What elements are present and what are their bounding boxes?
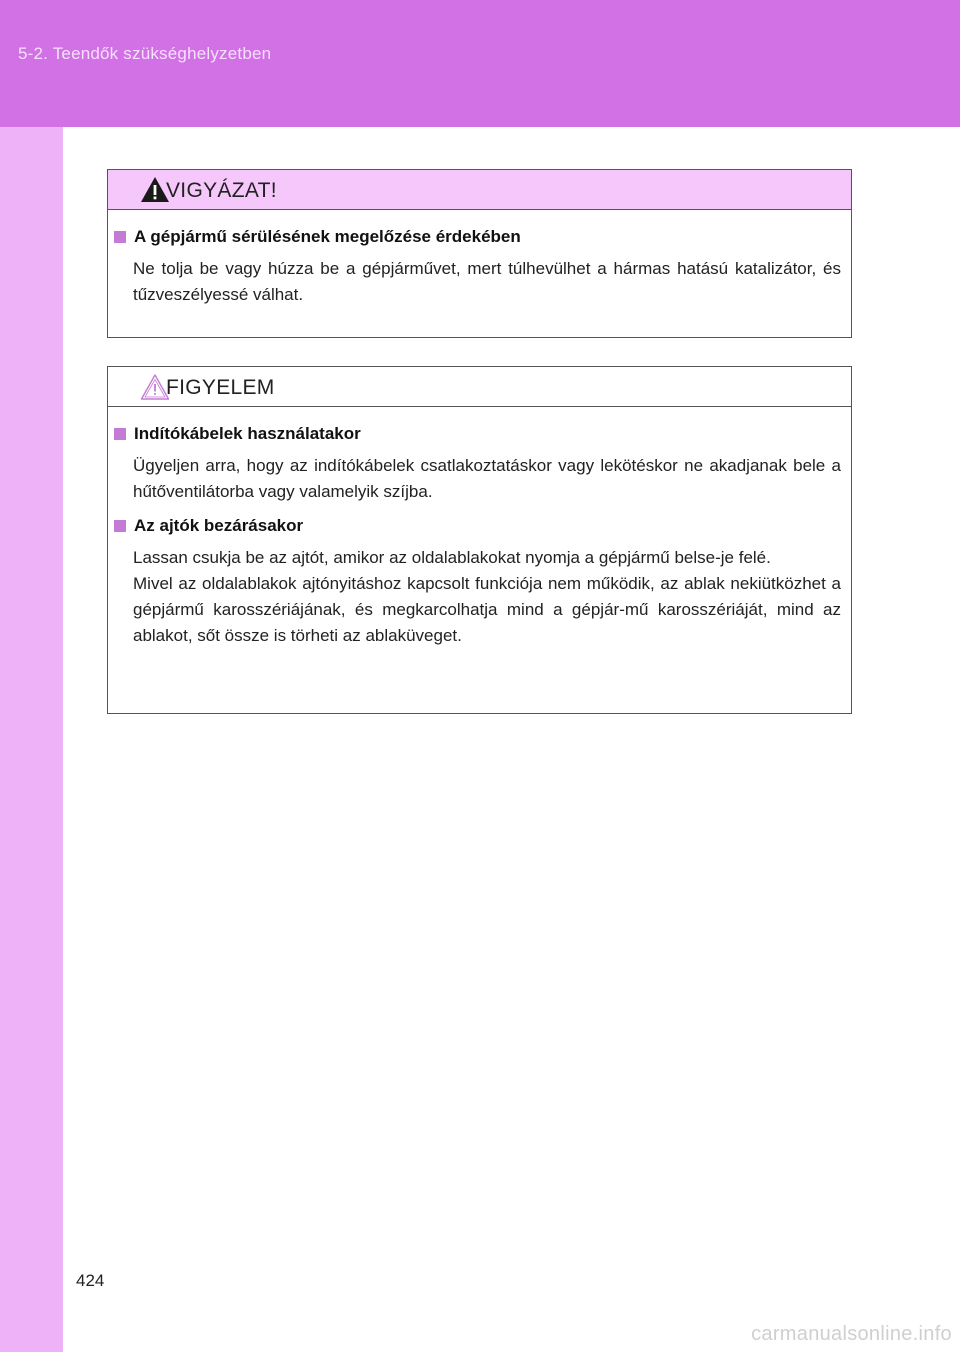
bullet-square-icon <box>114 231 126 243</box>
page-number: 424 <box>76 1271 105 1290</box>
notice-item-heading-text: Az ajtók bezárásakor <box>134 516 304 535</box>
caution-body <box>108 210 851 308</box>
notice-title: FIGYELEM <box>166 376 275 399</box>
notice-item-text: Mivel az oldalablakok ajtónyitáshoz kapcsolt funkciója nem működik, az ablak nekiütközhet a gépjármű karosszériájának, és megkarcolhatja mind a gépjár-mű karosszériáját, mind az ablakot, sőt össze is törheti az ablaküveget. <box>133 574 841 645</box>
caution-item-heading-text: A gépjármű sérülésének megelőzése érdekében <box>134 227 521 246</box>
caution-title: VIGYÁZAT! <box>166 179 277 202</box>
notice-item-heading-text: Indítókábelek használatakor <box>134 424 361 443</box>
caution-item-heading <box>114 227 841 247</box>
bullet-square-icon <box>114 428 126 440</box>
footer-watermark: carmanualsonline.info <box>751 1323 952 1345</box>
caution-item-text: Ne tolja be vagy húzza be a gépjárművet, mert túlhevülhet a hármas hatású katalizátor, és tűzveszélyessé válhat. <box>133 259 841 304</box>
notice-item-heading <box>114 516 841 536</box>
side-strip <box>0 127 63 1352</box>
notice-body <box>108 407 851 649</box>
notice-box-header <box>108 367 851 407</box>
bullet-square-icon <box>114 520 126 532</box>
header-bar <box>0 0 960 127</box>
notice-box <box>107 366 852 714</box>
section-label: 5-2. Teendők szükséghelyzetben <box>18 44 272 63</box>
notice-item-text: Lassan csukja be az ajtót, amikor az oldalablakokat nyomja a gépjármű belse-je felé. <box>133 548 771 567</box>
notice-item-text: Ügyeljen arra, hogy az indítókábelek csatlakoztatáskor vagy lekötéskor ne akadjanak bele a hűtőventilátorba vagy valamelyik szíjba. <box>133 456 841 501</box>
caution-box-header <box>108 170 851 210</box>
caution-box <box>107 169 852 338</box>
notice-item-heading <box>114 424 841 444</box>
